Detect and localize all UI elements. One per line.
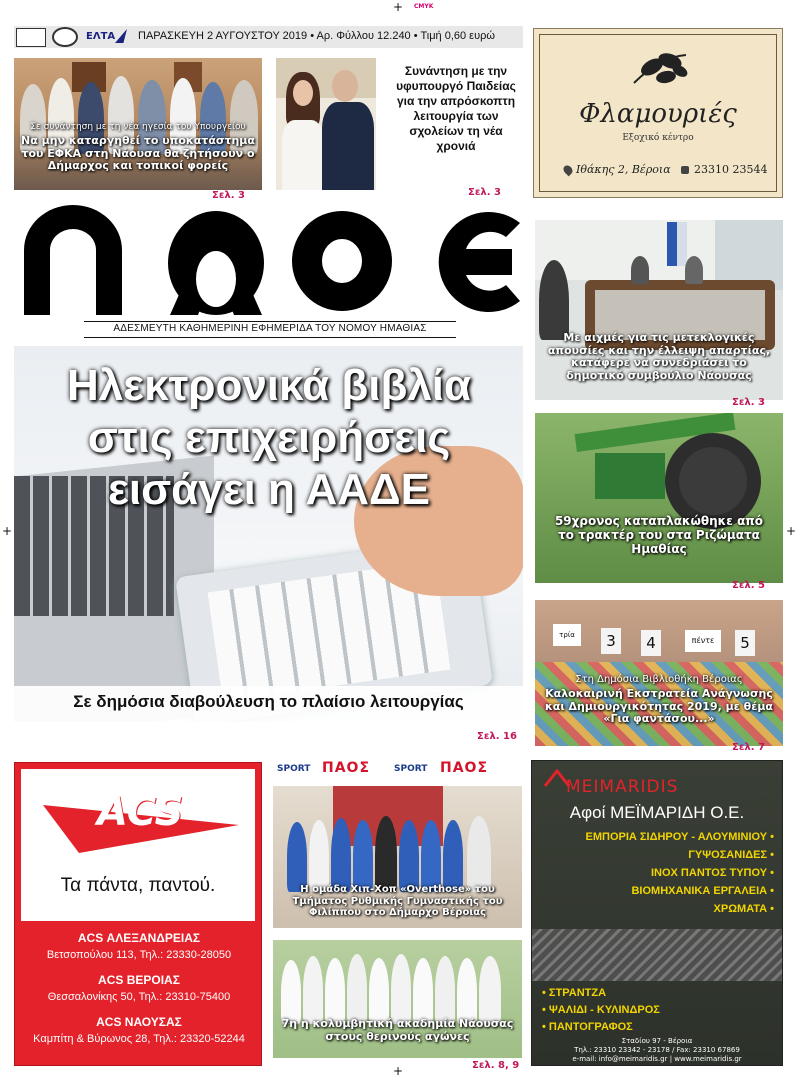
- person-silhouette: [331, 818, 351, 892]
- acs-branch-addr: Θεσσαλονίκης 50, Τηλ.: 23310-75400: [47, 991, 231, 1003]
- tractor-headline: 59χρονος καταπλακώθηκε από το τρακτέρ του στα Ριζώματα Ημαθίας: [554, 514, 764, 556]
- person-silhouette: [457, 958, 477, 1024]
- man-head: [332, 70, 358, 102]
- tractor-photo: [535, 413, 783, 583]
- meimaridis-item2: • ΣΤΡΑΝΤΖΑ: [542, 987, 607, 999]
- person-silhouette: [631, 256, 649, 284]
- flamouries-brand: Φλαμουριές: [579, 99, 737, 129]
- hiphop-photo: [273, 786, 522, 928]
- meimaridis-item: ΕΜΠΟΡΙΑ ΣΙΔΗΡΟΥ - ΑΛΟΥΜΙΝΙΟΥ •: [585, 831, 774, 843]
- flamouries-phone: 23310 23544: [694, 163, 768, 176]
- meimaridis-web: e-mail: info@meimaridis.gr | www.meimaridis.gr: [572, 1055, 742, 1063]
- elta-logo: ΕΛΤΑ: [86, 31, 116, 42]
- flamouries-ad[interactable]: [533, 28, 783, 198]
- card: 4: [641, 630, 661, 656]
- person-silhouette: [685, 256, 703, 284]
- tractor-part: [595, 453, 665, 499]
- main-page-ref: Σελ. 16: [477, 731, 517, 742]
- flags: [667, 222, 687, 266]
- masthead-tagline: ΑΔΕΣΜΕΥΤΗ ΚΑΘΗΜΕΡΙΝΗ ΕΦΗΜΕΡΙΔΑ ΤΟΥ ΝΟΜΟΥ ΗΜΑΘΙΑΣ: [113, 323, 427, 334]
- person-silhouette: [443, 820, 463, 892]
- person-silhouette: [281, 960, 301, 1024]
- person-silhouette: [539, 260, 569, 340]
- council-photo: [535, 220, 783, 400]
- person-silhouette: [399, 820, 419, 892]
- phone-icon: [681, 166, 689, 174]
- main-photo: [14, 346, 523, 722]
- acs-branch-addr: Βετσοπούλου 113, Τηλ.: 23330-28050: [46, 949, 232, 961]
- woman-face: [293, 80, 313, 106]
- issue-info: ΠΑΡΑΣΚΕΥΗ 2 ΑΥΓΟΥΣΤΟΥ 2019 • Αρ. Φύλλου 12.240 • Τιμή 0,60 ευρώ: [138, 30, 495, 42]
- acs-branch-addr: Καμπίτη & Βύρωνος 28, Τηλ.: 23320-52244: [33, 1033, 245, 1045]
- minister-page-ref: Σελ. 3: [468, 187, 501, 198]
- person-silhouette: [413, 958, 433, 1024]
- person-silhouette: [303, 956, 323, 1024]
- leaf-icon: [630, 49, 690, 91]
- council-headline: Με αιχμές για τις μετεκλογικές απουσίες και την έλλειψη απαρτίας, κατάφερε να συνεδριάσει το δημοτικό συμβούλιο Νάουσας: [547, 331, 771, 382]
- header-seal-icon: [52, 27, 78, 47]
- woman-body: [282, 120, 324, 190]
- person-silhouette: [369, 958, 389, 1024]
- swim-headline: 7η η κολυμβητική ακαδημία Νάουσας στους θερινούς αγώνες: [281, 1017, 514, 1043]
- efka-photo: [14, 58, 262, 190]
- sport-paos-mini: ΠΑΟΣ: [322, 760, 371, 776]
- meimaridis-item2: • ΠΑΝΤΟΓΡΑΦΟΣ: [542, 1021, 633, 1033]
- library-subcaption: Στη Δημόσια Βιβλιοθήκη Βέροιας: [575, 674, 743, 685]
- person-silhouette: [435, 956, 455, 1024]
- main-subheadline: Σε δημόσια διαβούλευση το πλαίσιο λειτουργίας: [73, 692, 464, 711]
- masthead-rule: [84, 337, 456, 338]
- meimaridis-item: ΓΥΨΟΣΑΝΙΔΕΣ •: [688, 849, 774, 861]
- card: 3: [601, 628, 621, 654]
- efka-headline: Να μην καταργηθεί το υποκατάστημα του ΕΦΚΑ στη Νάουσα θα ζητήσουν ο Δήμαρχος και τοπικοί φορείς: [21, 134, 255, 173]
- meimaridis-item: ΒΙΟΜΗΧΑΝΙΚΑ ΕΡΓΑΛΕΙΑ •: [631, 885, 774, 897]
- meimaridis-item: ΧΡΩΜΑΤΑ •: [713, 903, 774, 915]
- meimaridis-ad[interactable]: [531, 760, 783, 1066]
- meimaridis-item2: • ΨΑΛΙΔΙ - ΚΥΛΙΝΔΡΟΣ: [542, 1004, 660, 1016]
- library-page-ref: Σελ. 7: [732, 742, 765, 753]
- person-silhouette: [479, 956, 501, 1024]
- right-cross-mark: +: [786, 524, 797, 538]
- card: 5: [735, 630, 755, 656]
- sport-label: SPORT: [394, 764, 428, 774]
- swim-page-ref: Σελ. 8, 9: [472, 1060, 520, 1071]
- masthead-rule: [84, 321, 456, 322]
- main-headline: Ηλεκτρονικά βιβλία στις επιχειρήσεις εισάγει η ΑΑΔΕ: [66, 361, 472, 514]
- meimaridis-logo: MEIMARIDIS: [566, 777, 679, 797]
- acs-branch-name: ACS ΑΛΕΞΑΝΔΡΕΙΑΣ: [77, 931, 201, 945]
- minister-photo: [276, 58, 376, 190]
- tractor-page-ref: Σελ. 5: [732, 580, 765, 591]
- card: τρία: [553, 624, 581, 646]
- minister-headline: Συνάντηση με την υφυπουργό Παιδείας για την απρόσκοπτη λειτουργία των σχολείων τη νέα χρονιά: [396, 64, 516, 153]
- swim-photo: [273, 940, 522, 1058]
- person-silhouette: [391, 954, 411, 1024]
- council-page-ref: Σελ. 3: [732, 397, 765, 408]
- library-photo: [535, 600, 783, 746]
- sport-paos-mini: ΠΑΟΣ: [440, 760, 489, 776]
- person-silhouette: [309, 820, 329, 892]
- acs-logo: ACS: [97, 789, 184, 835]
- acs-branch-name: ACS ΝΑΟΥΣΑΣ: [96, 1015, 182, 1029]
- efka-page-ref: Σελ. 3: [212, 190, 245, 201]
- efka-subcaption: Σε συνάντηση με τη νέα ηγεσία του Υπουργείου: [30, 122, 246, 132]
- man-body: [322, 102, 374, 190]
- person-silhouette: [375, 816, 397, 892]
- header-logo-1: [16, 28, 46, 47]
- meimaridis-address: Σταδίου 97 - Βέροια: [621, 1037, 693, 1045]
- person-silhouette: [347, 954, 367, 1024]
- left-cross-mark: +: [2, 524, 13, 538]
- person-silhouette: [287, 822, 307, 892]
- masthead-title: [20, 205, 525, 315]
- top-cross-mark: +: [393, 0, 404, 14]
- acs-ad[interactable]: [14, 762, 262, 1066]
- person-silhouette: [325, 958, 345, 1024]
- acs-branch-name: ACS ΒΕΡΟΙΑΣ: [98, 973, 180, 987]
- person-silhouette: [421, 820, 441, 892]
- meimaridis-phones: Τηλ.: 23310 23342 - 23178 / Fax: 23310 67869: [574, 1046, 740, 1054]
- cmyk-mark: CMYK: [414, 3, 434, 10]
- metal-mesh: [532, 929, 782, 981]
- person-silhouette: [467, 816, 491, 892]
- sport-label: SPORT: [277, 764, 311, 774]
- flamouries-sub: Εξοχικό κέντρο: [622, 133, 694, 143]
- flamouries-address: Ιθάκης 2, Βέροια: [576, 163, 671, 176]
- meimaridis-company: Αφοί ΜΕΪΜΑΡΙΔΗ Ο.Ε.: [569, 803, 745, 822]
- meimaridis-item: ΙΝΟΧ ΠΑΝΤΟΣ ΤΥΠΟΥ •: [650, 867, 774, 879]
- hiphop-headline: Η ομάδα Χιπ-Χοπ «Overthose» του Τμήματος Ρυθμικής Γυμναστικής του Φιλίππου στο Δήμαρχο Βέροιας: [292, 884, 503, 918]
- bottom-cross-mark: +: [393, 1064, 404, 1078]
- acs-slogan: Τα πάντα, παντού.: [60, 875, 216, 896]
- library-headline: Καλοκαιρινή Εκστρατεία Ανάγνωσης και Δημιουργικότητας 2019, με θέμα «Για φαντάσου...»: [544, 687, 773, 726]
- person-silhouette: [353, 820, 373, 892]
- card: πέντε: [685, 630, 721, 652]
